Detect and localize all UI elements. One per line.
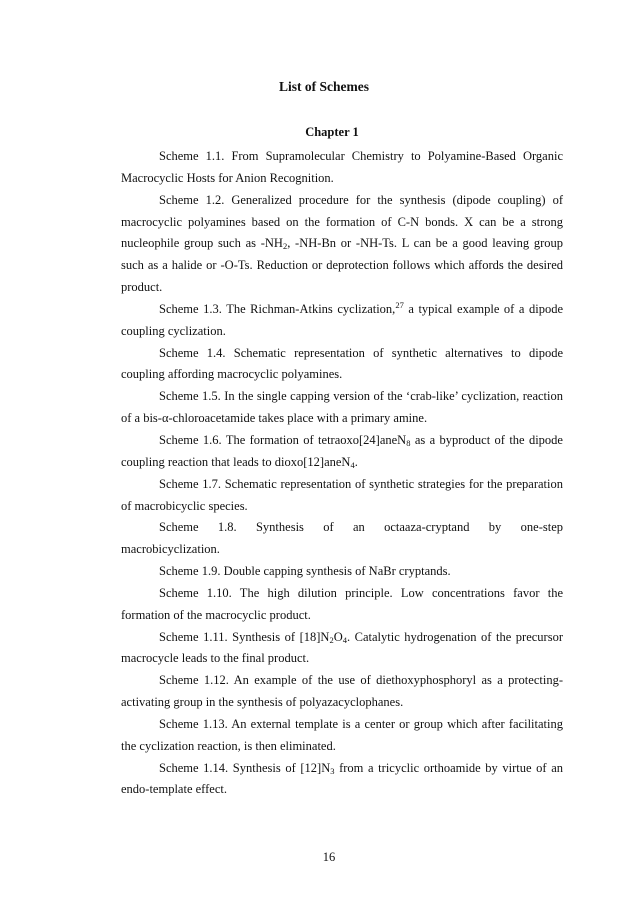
scheme-entry-1-10: Scheme 1.10. The high dilution principle. Low concentrations favor the formation of the macrocyclic product. (121, 585, 563, 622)
citation-superscript: 27 (395, 299, 404, 310)
scheme-entry-1-7: Scheme 1.7. Schematic representation of synthetic strategies for the preparation of macrobicyclic species. (121, 476, 563, 513)
subscript: 8 (406, 437, 411, 448)
scheme-entry-text: , -NH-Bn or -NH-Ts. L can be a good leaving group such as a halide or -O-Ts. Reduction or deprotection follows which affords the desired product. (121, 236, 563, 295)
scheme-entry-1-14 (121, 758, 563, 802)
scheme-entry-text: Scheme 1.2. Generalized procedure for the synthesis (dipode coupling) of macrocyclic polyamines based on the formation of C-N bonds. X can be a strong nucleophile group such as -NH (121, 192, 563, 251)
subscript: 4 (350, 459, 355, 470)
subscript: 2 (282, 241, 288, 252)
scheme-entry-text: Scheme 1.6. The formation of tetraoxo[24]aneN (159, 432, 407, 447)
scheme-entry-text: . (354, 454, 358, 469)
scheme-list (121, 146, 563, 801)
subscript: 4 (342, 634, 347, 645)
scheme-entry-1-13: Scheme 1.13. An external template is a center or group which after facilitating the cyclization reaction, is then eliminated. (121, 716, 563, 753)
chapter-heading: Chapter 1 (305, 125, 359, 139)
scheme-entry-text: Scheme 1.3. The Richman-Atkins cyclization, (159, 301, 396, 316)
scheme-entry-text: a typical example of a dipode coupling cyclization. (121, 301, 563, 338)
scheme-entry-text: Scheme 1.11. Synthesis of [18]N (159, 629, 330, 644)
scheme-entry-text: macrobicyclization. (121, 542, 220, 557)
page-number: 16 (322, 850, 336, 864)
scheme-entry-1-2 (121, 190, 563, 299)
scheme-entry-text: Scheme 1.14. Synthesis of [12]N (159, 760, 331, 775)
scheme-entry-1-6 (121, 430, 563, 474)
scheme-entry-1-9: Scheme 1.9. Double capping synthesis of NaBr cryptands. (159, 564, 451, 579)
scheme-entry-text: Scheme 1.8. Synthesis of an octaaza-cryptand by one-step (159, 520, 563, 535)
scheme-entry-text: . Catalytic hydrogenation of the precursor macrocycle leads to the final product. (121, 629, 564, 666)
scheme-entry-1-5: Scheme 1.5. In the single capping version of the ‘crab-like’ cyclization, reaction of a bis-α-chloroacetamide takes place with a primary amine. (121, 389, 563, 426)
scheme-entry-text: from a tricyclic orthoamide by virtue of an endo-template effect. (121, 760, 564, 797)
scheme-entry-1-1: Scheme 1.1. From Supramolecular Chemistry to Polyamine-Based Organic Macrocyclic Hosts for Anion Recognition. (121, 149, 563, 185)
scheme-entry-text: as a byproduct of the dipode coupling reaction that leads to dioxo[12]aneN (121, 432, 563, 469)
scheme-entry-1-4: Scheme 1.4. Schematic representation of synthetic alternatives to dipode coupling affording macrocyclic polyamines. (121, 345, 563, 382)
scheme-entry-text: O (333, 629, 343, 644)
scheme-entry-1-3 (121, 299, 563, 343)
subscript: 3 (330, 765, 335, 776)
subscript: 2 (329, 634, 334, 645)
scheme-entry-1-11 (121, 627, 563, 671)
page-title: List of Schemes (279, 79, 369, 94)
scheme-entry-1-8 (121, 517, 563, 561)
scheme-entry-1-12: Scheme 1.12. An example of the use of diethoxyphosphoryl as a protecting-activating group in the synthesis of polyazacyclophanes. (121, 673, 563, 710)
